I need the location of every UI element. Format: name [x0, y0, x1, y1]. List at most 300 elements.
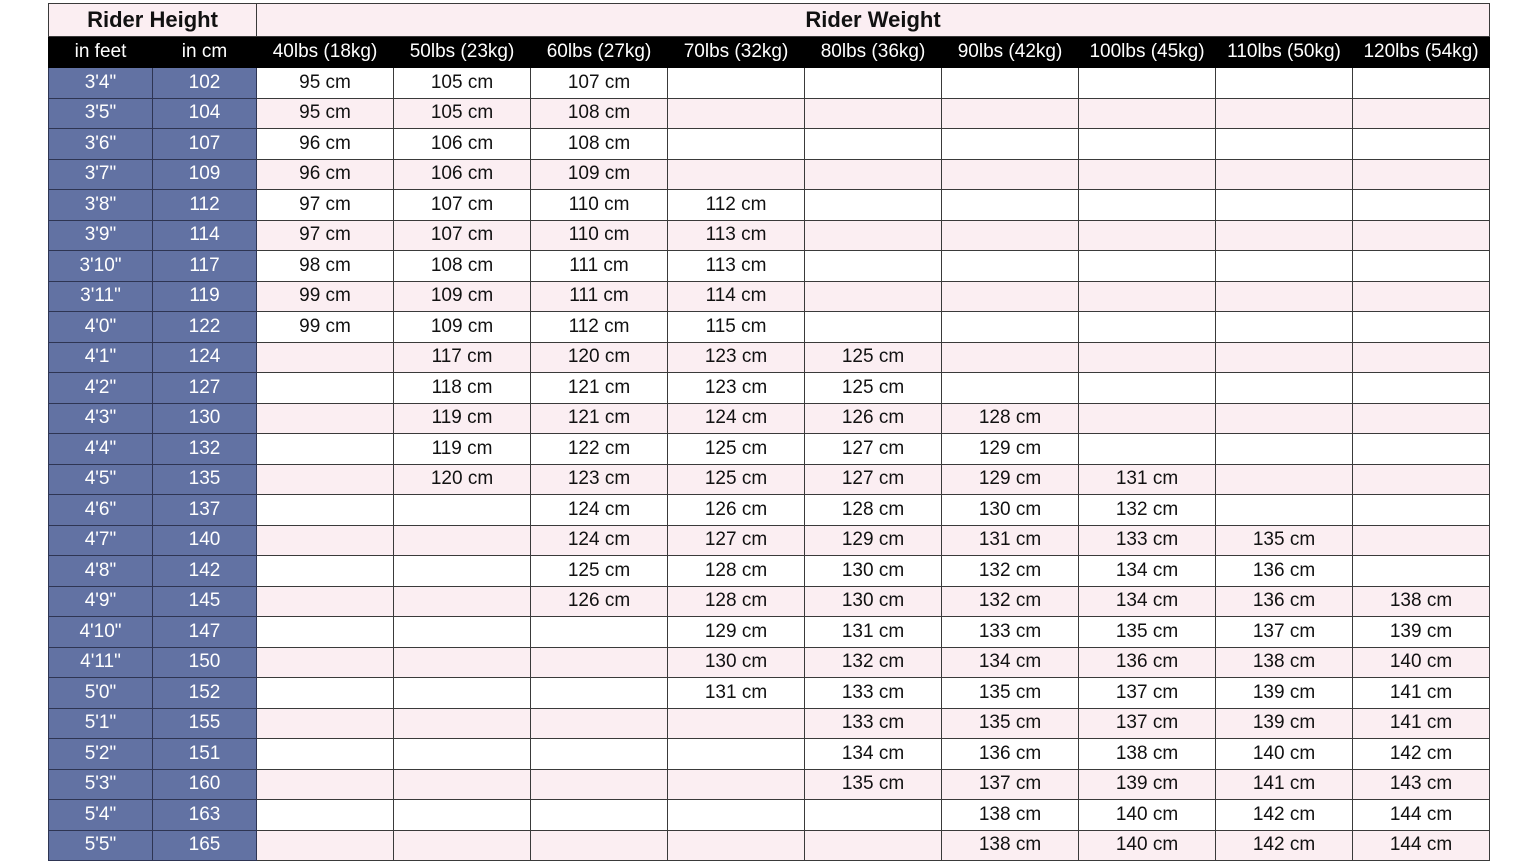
frame-size-cell: [394, 647, 531, 678]
frame-size-cell: [1216, 68, 1353, 99]
frame-size-cell: [668, 68, 805, 99]
frame-size-cell: 135 cm: [805, 769, 942, 800]
frame-size-cell: [668, 739, 805, 770]
height-feet-cell: 4'7": [49, 525, 153, 556]
frame-size-cell: 99 cm: [257, 312, 394, 343]
frame-size-cell: [257, 617, 394, 648]
frame-size-cell: [942, 281, 1079, 312]
frame-size-cell: [257, 830, 394, 861]
frame-size-cell: 96 cm: [257, 159, 394, 190]
frame-size-cell: [1353, 129, 1490, 160]
frame-size-cell: [257, 556, 394, 587]
frame-size-cell: 124 cm: [668, 403, 805, 434]
frame-size-cell: 108 cm: [531, 98, 668, 129]
frame-size-cell: [668, 708, 805, 739]
frame-size-cell: [942, 190, 1079, 221]
height-cm-cell: 137: [153, 495, 257, 526]
table-row: [49, 617, 1490, 648]
frame-size-cell: 134 cm: [805, 739, 942, 770]
height-feet-cell: 5'0": [49, 678, 153, 709]
frame-size-cell: 121 cm: [531, 403, 668, 434]
height-cm-cell: 160: [153, 769, 257, 800]
frame-size-cell: 107 cm: [394, 190, 531, 221]
frame-size-cell: [394, 556, 531, 587]
column-header-weight: 60lbs (27kg): [531, 37, 668, 68]
frame-size-cell: [1079, 220, 1216, 251]
frame-size-cell: 123 cm: [668, 342, 805, 373]
table-row: [49, 769, 1490, 800]
frame-size-cell: [531, 708, 668, 739]
frame-size-cell: [1079, 312, 1216, 343]
frame-size-cell: 138 cm: [942, 830, 1079, 861]
frame-size-cell: 139 cm: [1216, 678, 1353, 709]
height-feet-cell: 5'1": [49, 708, 153, 739]
column-header-feet: in feet: [49, 37, 153, 68]
frame-size-cell: 134 cm: [942, 647, 1079, 678]
frame-size-cell: [942, 129, 1079, 160]
height-cm-cell: 124: [153, 342, 257, 373]
frame-size-cell: 131 cm: [668, 678, 805, 709]
frame-size-cell: 97 cm: [257, 220, 394, 251]
height-feet-cell: 4'8": [49, 556, 153, 587]
frame-size-cell: 140 cm: [1079, 830, 1216, 861]
frame-size-cell: 144 cm: [1353, 830, 1490, 861]
frame-size-cell: 140 cm: [1079, 800, 1216, 831]
frame-size-cell: 133 cm: [1079, 525, 1216, 556]
frame-size-cell: [668, 800, 805, 831]
frame-size-cell: 125 cm: [668, 434, 805, 465]
frame-size-cell: 118 cm: [394, 373, 531, 404]
frame-size-cell: 114 cm: [668, 281, 805, 312]
frame-size-cell: 123 cm: [531, 464, 668, 495]
frame-size-cell: [942, 220, 1079, 251]
frame-size-cell: [257, 800, 394, 831]
frame-size-cell: 127 cm: [805, 464, 942, 495]
frame-size-cell: [257, 464, 394, 495]
frame-size-cell: [257, 373, 394, 404]
column-header-weight: 50lbs (23kg): [394, 37, 531, 68]
height-cm-cell: 130: [153, 403, 257, 434]
frame-size-cell: [1079, 281, 1216, 312]
frame-size-cell: [257, 769, 394, 800]
frame-size-cell: [1353, 159, 1490, 190]
height-cm-cell: 107: [153, 129, 257, 160]
frame-size-cell: [668, 98, 805, 129]
frame-size-cell: 109 cm: [531, 159, 668, 190]
frame-size-cell: [257, 586, 394, 617]
frame-size-cell: [1079, 159, 1216, 190]
height-feet-cell: 4'11": [49, 647, 153, 678]
frame-size-cell: 130 cm: [805, 556, 942, 587]
frame-size-cell: [257, 342, 394, 373]
column-header-cm: in cm: [153, 37, 257, 68]
height-feet-cell: 4'1": [49, 342, 153, 373]
table-row: [49, 190, 1490, 221]
frame-size-cell: 127 cm: [805, 434, 942, 465]
frame-size-cell: [1353, 342, 1490, 373]
column-header-weight: 110lbs (50kg): [1216, 37, 1353, 68]
height-cm-cell: 102: [153, 68, 257, 99]
frame-size-cell: 131 cm: [942, 525, 1079, 556]
frame-size-cell: 133 cm: [942, 617, 1079, 648]
frame-size-cell: 129 cm: [805, 525, 942, 556]
frame-size-cell: 121 cm: [531, 373, 668, 404]
frame-size-cell: [1216, 403, 1353, 434]
frame-size-cell: 130 cm: [805, 586, 942, 617]
frame-size-cell: [394, 678, 531, 709]
frame-size-cell: 137 cm: [1079, 678, 1216, 709]
frame-size-cell: [1216, 312, 1353, 343]
frame-size-cell: [531, 647, 668, 678]
frame-size-cell: [1353, 68, 1490, 99]
frame-size-cell: [394, 769, 531, 800]
frame-size-cell: 119 cm: [394, 434, 531, 465]
height-cm-cell: 117: [153, 251, 257, 282]
frame-size-cell: 125 cm: [668, 464, 805, 495]
frame-size-cell: 128 cm: [942, 403, 1079, 434]
frame-size-cell: 107 cm: [531, 68, 668, 99]
frame-size-cell: [394, 525, 531, 556]
frame-size-cell: [668, 159, 805, 190]
frame-size-cell: [1216, 190, 1353, 221]
frame-size-cell: 128 cm: [668, 556, 805, 587]
frame-size-cell: [257, 708, 394, 739]
height-feet-cell: 3'10": [49, 251, 153, 282]
frame-size-cell: [805, 830, 942, 861]
column-header-weight: 70lbs (32kg): [668, 37, 805, 68]
frame-size-cell: [1353, 495, 1490, 526]
height-feet-cell: 4'3": [49, 403, 153, 434]
frame-size-cell: [394, 586, 531, 617]
frame-size-cell: 134 cm: [1079, 586, 1216, 617]
frame-size-cell: 136 cm: [1216, 586, 1353, 617]
frame-size-cell: [1216, 220, 1353, 251]
height-cm-cell: 122: [153, 312, 257, 343]
frame-size-cell: [1216, 129, 1353, 160]
table-row: [49, 403, 1490, 434]
frame-size-cell: 111 cm: [531, 251, 668, 282]
table-row: [49, 830, 1490, 861]
frame-size-cell: [1079, 68, 1216, 99]
frame-size-cell: 112 cm: [668, 190, 805, 221]
frame-size-cell: [1353, 220, 1490, 251]
frame-size-cell: 120 cm: [394, 464, 531, 495]
frame-size-cell: [1353, 312, 1490, 343]
frame-size-cell: [805, 98, 942, 129]
frame-size-cell: [531, 678, 668, 709]
height-cm-cell: 127: [153, 373, 257, 404]
frame-size-cell: [394, 495, 531, 526]
table-row: [49, 586, 1490, 617]
height-feet-cell: 3'5": [49, 98, 153, 129]
frame-size-cell: 129 cm: [942, 434, 1079, 465]
frame-size-cell: 142 cm: [1216, 830, 1353, 861]
size-chart-body: [49, 68, 1490, 861]
frame-size-cell: 117 cm: [394, 342, 531, 373]
frame-size-cell: [805, 190, 942, 221]
frame-size-cell: 138 cm: [1353, 586, 1490, 617]
frame-size-cell: [1353, 190, 1490, 221]
frame-size-cell: [1079, 98, 1216, 129]
frame-size-cell: [1216, 464, 1353, 495]
frame-size-cell: [531, 769, 668, 800]
frame-size-cell: [1079, 403, 1216, 434]
frame-size-cell: [1353, 464, 1490, 495]
frame-size-cell: [257, 647, 394, 678]
frame-size-cell: 141 cm: [1353, 678, 1490, 709]
frame-size-cell: 97 cm: [257, 190, 394, 221]
frame-size-cell: 126 cm: [531, 586, 668, 617]
height-cm-cell: 151: [153, 739, 257, 770]
frame-size-cell: 143 cm: [1353, 769, 1490, 800]
frame-size-cell: 105 cm: [394, 98, 531, 129]
frame-size-cell: [394, 800, 531, 831]
frame-size-cell: 136 cm: [1079, 647, 1216, 678]
frame-size-cell: 120 cm: [531, 342, 668, 373]
table-row: [49, 98, 1490, 129]
frame-size-cell: 99 cm: [257, 281, 394, 312]
height-cm-cell: 145: [153, 586, 257, 617]
height-feet-cell: 3'11": [49, 281, 153, 312]
frame-size-cell: 122 cm: [531, 434, 668, 465]
frame-size-cell: [1353, 98, 1490, 129]
frame-size-cell: 140 cm: [1216, 739, 1353, 770]
frame-size-cell: 140 cm: [1353, 647, 1490, 678]
frame-size-cell: 128 cm: [805, 495, 942, 526]
frame-size-cell: 137 cm: [1079, 708, 1216, 739]
frame-size-cell: [1216, 434, 1353, 465]
height-cm-cell: 147: [153, 617, 257, 648]
height-feet-cell: 5'4": [49, 800, 153, 831]
frame-size-cell: 112 cm: [531, 312, 668, 343]
frame-size-cell: [1353, 373, 1490, 404]
frame-size-cell: [805, 129, 942, 160]
frame-size-cell: 138 cm: [1079, 739, 1216, 770]
table-row: [49, 800, 1490, 831]
height-cm-cell: 104: [153, 98, 257, 129]
frame-size-cell: [1216, 98, 1353, 129]
frame-size-cell: 95 cm: [257, 68, 394, 99]
frame-size-cell: [1216, 373, 1353, 404]
frame-size-cell: 111 cm: [531, 281, 668, 312]
frame-size-cell: [942, 98, 1079, 129]
table-row: [49, 220, 1490, 251]
frame-size-cell: 137 cm: [942, 769, 1079, 800]
frame-size-cell: 106 cm: [394, 129, 531, 160]
frame-size-cell: 124 cm: [531, 495, 668, 526]
frame-size-cell: 129 cm: [942, 464, 1079, 495]
frame-size-cell: 110 cm: [531, 190, 668, 221]
frame-size-cell: [805, 159, 942, 190]
frame-size-cell: [1079, 342, 1216, 373]
height-feet-cell: 3'7": [49, 159, 153, 190]
frame-size-cell: 98 cm: [257, 251, 394, 282]
frame-size-cell: [394, 617, 531, 648]
frame-size-cell: [531, 617, 668, 648]
frame-size-cell: 141 cm: [1216, 769, 1353, 800]
table-row: [49, 434, 1490, 465]
frame-size-cell: [1353, 434, 1490, 465]
height-feet-cell: 4'4": [49, 434, 153, 465]
frame-size-cell: 142 cm: [1216, 800, 1353, 831]
frame-size-cell: 113 cm: [668, 220, 805, 251]
frame-size-cell: [1216, 281, 1353, 312]
frame-size-cell: [531, 800, 668, 831]
height-feet-cell: 3'8": [49, 190, 153, 221]
height-feet-cell: 4'10": [49, 617, 153, 648]
frame-size-cell: [1216, 495, 1353, 526]
frame-size-cell: [1216, 251, 1353, 282]
height-feet-cell: 3'6": [49, 129, 153, 160]
table-row: [49, 556, 1490, 587]
table-row: [49, 159, 1490, 190]
table-row: [49, 68, 1490, 99]
frame-size-cell: [668, 830, 805, 861]
height-feet-cell: 4'5": [49, 464, 153, 495]
frame-size-cell: 124 cm: [531, 525, 668, 556]
frame-size-cell: 135 cm: [942, 678, 1079, 709]
frame-size-cell: [1353, 556, 1490, 587]
table-row: [49, 464, 1490, 495]
table-row: [49, 708, 1490, 739]
frame-size-cell: [1079, 373, 1216, 404]
frame-size-cell: 130 cm: [942, 495, 1079, 526]
frame-size-cell: 107 cm: [394, 220, 531, 251]
height-cm-cell: 109: [153, 159, 257, 190]
frame-size-cell: 133 cm: [805, 678, 942, 709]
frame-size-cell: 106 cm: [394, 159, 531, 190]
frame-size-cell: [668, 769, 805, 800]
frame-size-cell: [1216, 159, 1353, 190]
frame-size-cell: 108 cm: [394, 251, 531, 282]
frame-size-cell: 133 cm: [805, 708, 942, 739]
frame-size-cell: 119 cm: [394, 403, 531, 434]
frame-size-cell: 125 cm: [531, 556, 668, 587]
table-row: [49, 525, 1490, 556]
frame-size-cell: 132 cm: [1079, 495, 1216, 526]
frame-size-cell: 109 cm: [394, 281, 531, 312]
frame-size-cell: 95 cm: [257, 98, 394, 129]
frame-size-cell: [1079, 251, 1216, 282]
frame-size-cell: 129 cm: [668, 617, 805, 648]
frame-size-cell: [805, 281, 942, 312]
height-feet-cell: 3'4": [49, 68, 153, 99]
frame-size-cell: [668, 129, 805, 160]
rider-weight-header: Rider Weight: [257, 4, 1490, 37]
frame-size-cell: [1079, 190, 1216, 221]
frame-size-cell: [1216, 342, 1353, 373]
frame-size-cell: [257, 678, 394, 709]
height-cm-cell: 165: [153, 830, 257, 861]
frame-size-cell: 131 cm: [1079, 464, 1216, 495]
height-cm-cell: 150: [153, 647, 257, 678]
frame-size-cell: 138 cm: [1216, 647, 1353, 678]
height-cm-cell: 142: [153, 556, 257, 587]
frame-size-cell: 125 cm: [805, 373, 942, 404]
table-row: [49, 312, 1490, 343]
frame-size-cell: [1353, 281, 1490, 312]
table-row: [49, 739, 1490, 770]
frame-size-cell: [1353, 403, 1490, 434]
frame-size-cell: 125 cm: [805, 342, 942, 373]
height-cm-cell: 112: [153, 190, 257, 221]
frame-size-cell: 130 cm: [668, 647, 805, 678]
frame-size-cell: 123 cm: [668, 373, 805, 404]
frame-size-cell: 115 cm: [668, 312, 805, 343]
frame-size-cell: [942, 342, 1079, 373]
frame-size-cell: [942, 251, 1079, 282]
frame-size-cell: 136 cm: [942, 739, 1079, 770]
group-header-row: [49, 4, 1490, 37]
frame-size-cell: [1079, 129, 1216, 160]
height-cm-cell: 114: [153, 220, 257, 251]
frame-size-cell: 132 cm: [805, 647, 942, 678]
column-header-weight: 90lbs (42kg): [942, 37, 1079, 68]
height-feet-cell: 4'0": [49, 312, 153, 343]
frame-size-cell: 139 cm: [1353, 617, 1490, 648]
frame-size-cell: 144 cm: [1353, 800, 1490, 831]
frame-size-cell: 132 cm: [942, 556, 1079, 587]
frame-size-cell: 131 cm: [805, 617, 942, 648]
frame-size-cell: [805, 312, 942, 343]
frame-size-cell: [1079, 434, 1216, 465]
frame-size-cell: 139 cm: [1216, 708, 1353, 739]
height-cm-cell: 132: [153, 434, 257, 465]
frame-size-cell: [805, 220, 942, 251]
frame-size-cell: [805, 68, 942, 99]
table-row: [49, 342, 1490, 373]
table-row: [49, 129, 1490, 160]
height-cm-cell: 152: [153, 678, 257, 709]
frame-size-cell: 135 cm: [1079, 617, 1216, 648]
height-cm-cell: 163: [153, 800, 257, 831]
frame-size-cell: [531, 830, 668, 861]
frame-size-cell: [394, 708, 531, 739]
size-chart-table: [48, 3, 1490, 861]
rider-height-header: Rider Height: [49, 4, 257, 37]
frame-size-cell: 134 cm: [1079, 556, 1216, 587]
column-header-row: [49, 37, 1490, 68]
frame-size-cell: 135 cm: [942, 708, 1079, 739]
table-row: [49, 281, 1490, 312]
frame-size-cell: 109 cm: [394, 312, 531, 343]
frame-size-cell: [394, 830, 531, 861]
frame-size-cell: 108 cm: [531, 129, 668, 160]
table-row: [49, 647, 1490, 678]
height-feet-cell: 4'9": [49, 586, 153, 617]
height-cm-cell: 155: [153, 708, 257, 739]
frame-size-cell: [942, 68, 1079, 99]
frame-size-cell: 113 cm: [668, 251, 805, 282]
height-cm-cell: 135: [153, 464, 257, 495]
frame-size-cell: 110 cm: [531, 220, 668, 251]
frame-size-cell: 135 cm: [1216, 525, 1353, 556]
frame-size-cell: [257, 495, 394, 526]
frame-size-cell: [942, 312, 1079, 343]
height-feet-cell: 5'5": [49, 830, 153, 861]
frame-size-cell: [805, 800, 942, 831]
frame-size-cell: 127 cm: [668, 525, 805, 556]
frame-size-cell: [942, 373, 1079, 404]
height-cm-cell: 119: [153, 281, 257, 312]
height-feet-cell: 4'6": [49, 495, 153, 526]
frame-size-cell: 96 cm: [257, 129, 394, 160]
frame-size-cell: [394, 739, 531, 770]
column-header-weight: 40lbs (18kg): [257, 37, 394, 68]
column-header-weight: 80lbs (36kg): [805, 37, 942, 68]
table-row: [49, 678, 1490, 709]
height-feet-cell: 5'2": [49, 739, 153, 770]
